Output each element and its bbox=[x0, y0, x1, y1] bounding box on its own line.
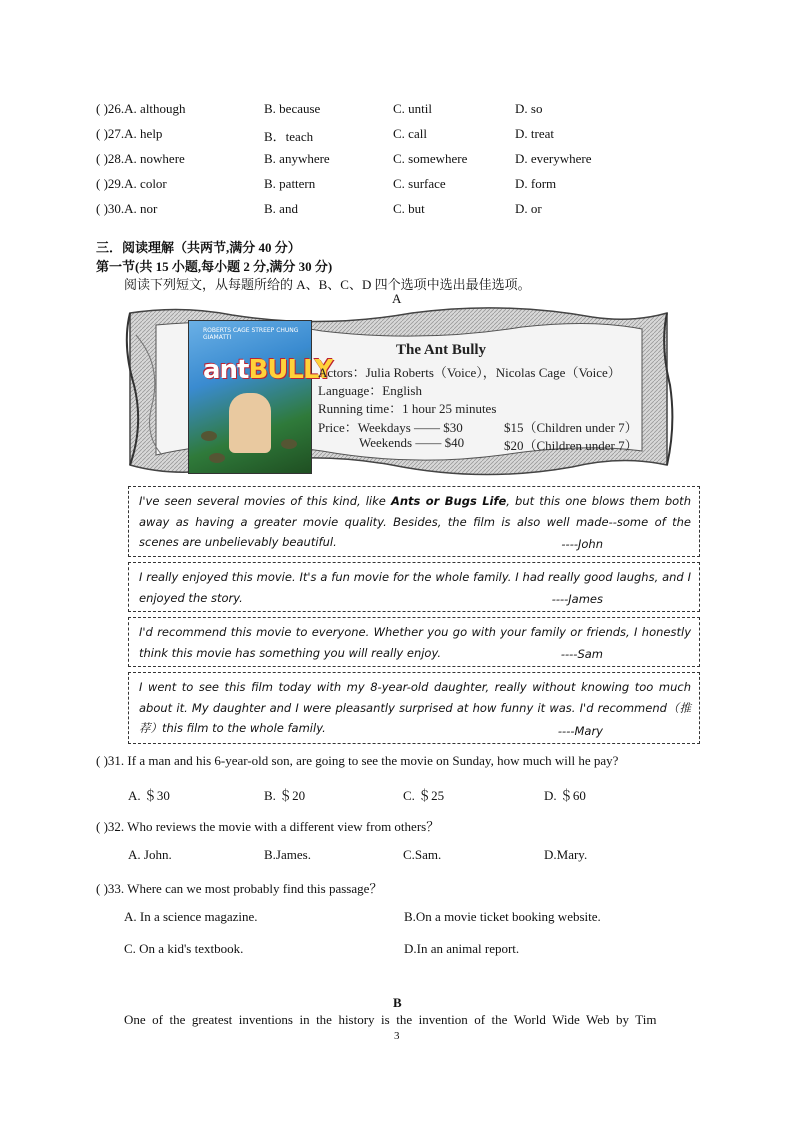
review-text: I'd recommend this movie to everyone. Whether you go with your family or friends, I honestly think this movie has something you will really enjoy. bbox=[139, 625, 691, 660]
option-b: B. pattern bbox=[264, 176, 316, 191]
question-number: ( )29.A. color bbox=[96, 176, 167, 191]
q32-option-c: C.Sam. bbox=[403, 847, 442, 862]
option-c: C. surface bbox=[393, 176, 446, 191]
option-c: C. somewhere bbox=[393, 151, 468, 166]
subsection-title: 第一节(共 15 小题,每小题 2 分,满分 30 分) bbox=[96, 259, 333, 274]
question-number: ( )26.A. although bbox=[96, 101, 186, 116]
q33-option-c: C. On a kid's textbook. bbox=[124, 941, 244, 956]
movie-language: Language：English bbox=[318, 383, 422, 398]
q32-option-b: B.James. bbox=[264, 847, 311, 862]
passage-a-label: A bbox=[392, 291, 402, 306]
question-33: ( )33. Where can we most probably find this passage？ bbox=[96, 881, 383, 896]
q33-option-d: D.In an animal report. bbox=[404, 941, 520, 956]
page-number: 3 bbox=[394, 1030, 400, 1042]
review-text-continued: , but this one blows them both away as having a greater movie quality. Besides, the film is also well made--some of the scenes are unbelievably beautiful. bbox=[139, 494, 691, 549]
movie-running-time: Running time：1 hour 25 minutes bbox=[318, 401, 497, 416]
review-mary bbox=[128, 672, 700, 744]
review-bold-text: Ants or Bugs Life bbox=[390, 494, 507, 508]
instruction: 阅读下列短文，从每题所给的 A、B、C、D 四个选项中选出最佳选项。 bbox=[124, 277, 531, 292]
poster-character-figure bbox=[229, 393, 271, 453]
review-john bbox=[128, 486, 700, 557]
q31-option-d: D. ＄60 bbox=[544, 788, 586, 803]
review-text: I've seen several movies of this kind, like bbox=[139, 494, 391, 508]
option-c: C. call bbox=[393, 126, 427, 141]
question-number: ( )30.A. nor bbox=[96, 201, 158, 216]
section-title: 三．阅读理解（共两节,满分 40 分） bbox=[96, 240, 301, 255]
q31-option-a: A. ＄30 bbox=[128, 788, 170, 803]
movie-actors: Actors：Julia Roberts（Voice），Nicolas Cage（Voice） bbox=[318, 365, 621, 380]
q31-option-c: C. ＄25 bbox=[403, 788, 445, 803]
review-text: I really enjoyed this movie. It's a fun movie for the whole family. I had really good laughs, and I enjoyed the story. bbox=[139, 570, 691, 605]
passage-b-label: B bbox=[393, 995, 402, 1010]
cloze-row-28 bbox=[96, 151, 716, 169]
movie-poster bbox=[188, 320, 333, 474]
question-32: ( )32. Who reviews the movie with a different view from others？ bbox=[96, 819, 440, 834]
review-james bbox=[128, 562, 700, 612]
option-c: C. but bbox=[393, 201, 425, 216]
q32-option-d: D.Mary. bbox=[544, 847, 588, 862]
poster-ant-figure bbox=[281, 439, 297, 449]
movie-price-weekdays-child: $15（Children under 7） bbox=[504, 420, 638, 435]
movie-price-weekends-child: $20（Children under 7） bbox=[504, 438, 638, 453]
movie-price-weekdays: Price：Weekdays —— $30 bbox=[318, 420, 463, 435]
cloze-row-29 bbox=[96, 176, 716, 194]
poster-ant-figure bbox=[209, 453, 225, 463]
question-number: ( )28.A. nowhere bbox=[96, 151, 185, 166]
poster-cast-names: ROBERTS CAGE STREEP CHUNG GIAMATTI bbox=[203, 327, 299, 341]
option-b: B．teach bbox=[264, 129, 314, 144]
cloze-row-26 bbox=[96, 101, 716, 119]
q32-option-a: A. John. bbox=[128, 847, 172, 862]
q31-option-b: B. ＄20 bbox=[264, 788, 306, 803]
option-d: D. form bbox=[515, 176, 557, 191]
poster-logo bbox=[203, 355, 332, 385]
option-b: B. anywhere bbox=[264, 151, 330, 166]
poster-ant-figure bbox=[201, 431, 217, 441]
q33-option-a: A. In a science magazine. bbox=[124, 909, 258, 924]
review-signature: ----Mary bbox=[557, 723, 603, 738]
cloze-row-30 bbox=[96, 201, 716, 219]
question-number: ( )27.A. help bbox=[96, 126, 163, 141]
option-d: D. so bbox=[515, 101, 543, 116]
review-signature: ----Sam bbox=[560, 646, 603, 661]
question-31: ( )31. If a man and his 6-year-old son, are going to see the movie on Sunday, how much will he pay? bbox=[96, 753, 619, 768]
option-d: D. or bbox=[515, 201, 542, 216]
option-d: D. treat bbox=[515, 126, 554, 141]
review-sam bbox=[128, 617, 700, 667]
q33-option-b: B.On a movie ticket booking website. bbox=[404, 909, 601, 924]
poster-logo-ant: ant bbox=[203, 355, 249, 385]
passage-b-text: One of the greatest inventions in the history is the invention of the World Wide Web by Tim bbox=[124, 1012, 657, 1027]
option-b: B. and bbox=[264, 201, 298, 216]
option-c: C. until bbox=[393, 101, 433, 116]
review-text: I went to see this film today with my 8-year-old daughter, really without knowing too much about it. My daughter and I were pleasantly surprised at how funny it was. I'd recommend（推荐）this film to the whole family. bbox=[139, 680, 691, 735]
movie-price-weekends: Weekends —— $40 bbox=[359, 435, 465, 450]
option-d: D. everywhere bbox=[515, 151, 592, 166]
cloze-row-27 bbox=[96, 126, 716, 144]
option-b: B. because bbox=[264, 101, 321, 116]
review-signature: ----John bbox=[561, 536, 603, 551]
movie-title: The Ant Bully bbox=[396, 342, 487, 358]
poster-logo-bully: BULLY bbox=[248, 355, 333, 385]
review-signature: ----James bbox=[551, 591, 603, 606]
